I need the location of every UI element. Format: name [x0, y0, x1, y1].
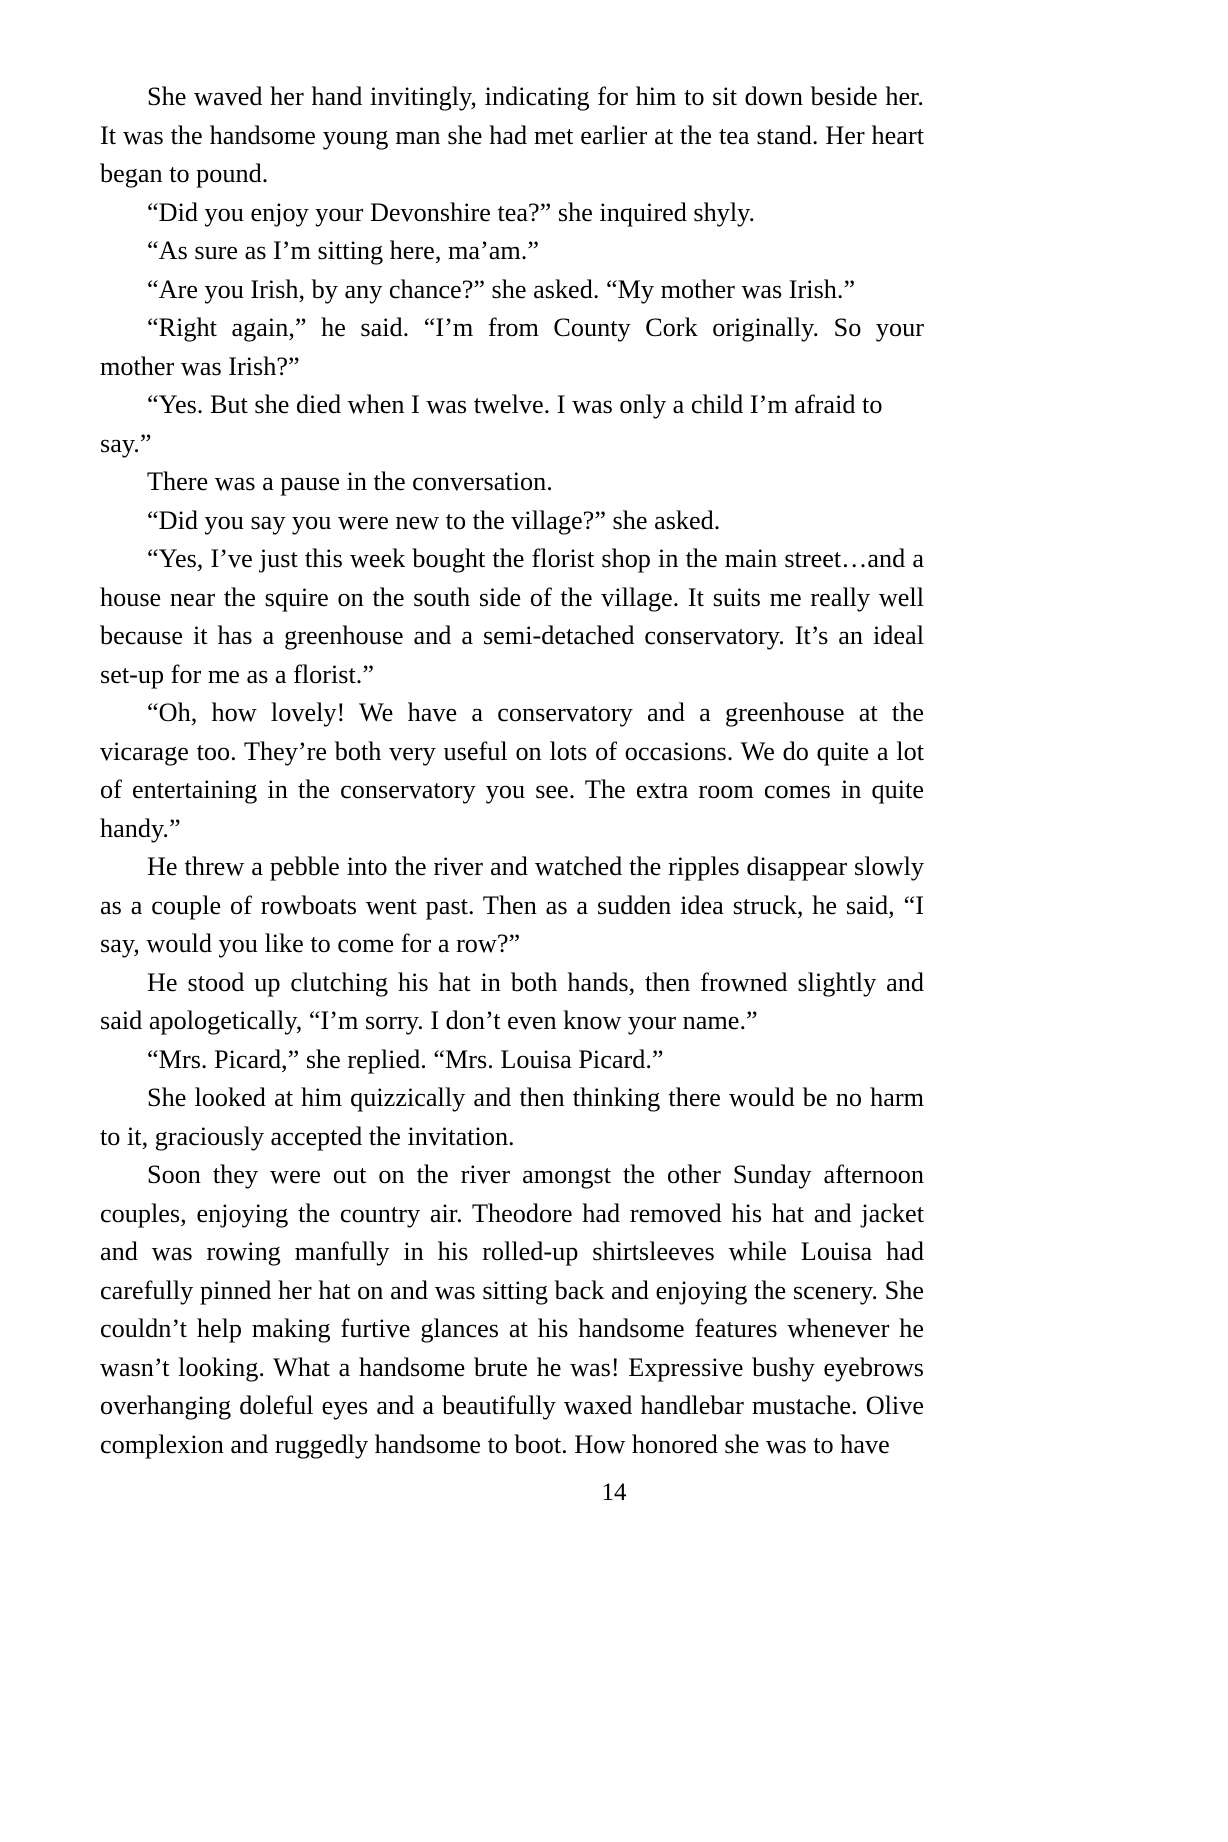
paragraph: “Oh, how lovely! We have a conservatory and a greenhouse at the vicarage too. They’re both very useful on lots of occasions. We do quite a lot of entertaining in the conservatory you see. The extra room comes in quite handy.”: [100, 698, 924, 843]
paragraph: He stood up clutching his hat in both hands, then frowned slightly and said apologetically, “I’m sorry. I don’t even know your name.”: [100, 967, 924, 1035]
paragraph: “Yes. But she died when I was twelve. I was only a child I’m afraid to say.”: [100, 390, 883, 458]
paragraph: Soon they were out on the river amongst the other Sunday afternoon couples, enjoying the country air. Theodore had removed his hat and jacket and was rowing manfully in his rolled-up shirtsleeves while Louisa had carefully pinned her hat on and was sitting back and enjoying the scenery. She couldn’t help making furtive glances at his handsome features whenever he wasn’t looking. What a handsome brute he was! Expressive bushy eyebrows overhanging doleful eyes and a beautifully waxed handlebar mustache. Olive complexion and ruggedly handsome to boot. How honored she was to have: [100, 1160, 924, 1459]
page-number: 14: [601, 1479, 627, 1506]
paragraph: “Did you say you were new to the village?” she asked.: [147, 505, 721, 535]
paragraph: “Did you enjoy your Devonshire tea?” she inquired shyly.: [147, 197, 756, 227]
paragraph: He threw a pebble into the river and watched the ripples disappear slowly as a couple of rowboats went past. Then as a sudden idea struck, he said, “I say, would you like to come for a row?”: [100, 852, 924, 958]
paragraph: “Yes, I’ve just this week bought the florist shop in the main street…and a house near the squire on the south side of the village. It suits me really well because it has a greenhouse and a semi-detached conservatory. It’s an ideal set-up for me as a florist.”: [100, 544, 924, 689]
paragraph: “Right again,” he said. “I’m from County Cork originally. So your mother was Irish?”: [100, 313, 924, 381]
paragraph: There was a pause in the conversation.: [147, 467, 553, 496]
paragraph: “Mrs. Picard,” she replied. “Mrs. Louisa Picard.”: [147, 1044, 664, 1074]
paragraph: “Are you Irish, by any chance?” she asked. “My mother was Irish.”: [147, 274, 856, 304]
paragraph: “As sure as I’m sitting here, ma’am.”: [147, 236, 539, 265]
paragraph: She waved her hand invitingly, indicating for him to sit down beside her. It was the handsome young man she had met earlier at the tea stand. Her heart began to pound.: [100, 82, 924, 188]
paragraph: She looked at him quizzically and then thinking there would be no harm to it, graciously accepted the invitation.: [100, 1083, 924, 1151]
page-body-text: [100, 78, 924, 1464]
